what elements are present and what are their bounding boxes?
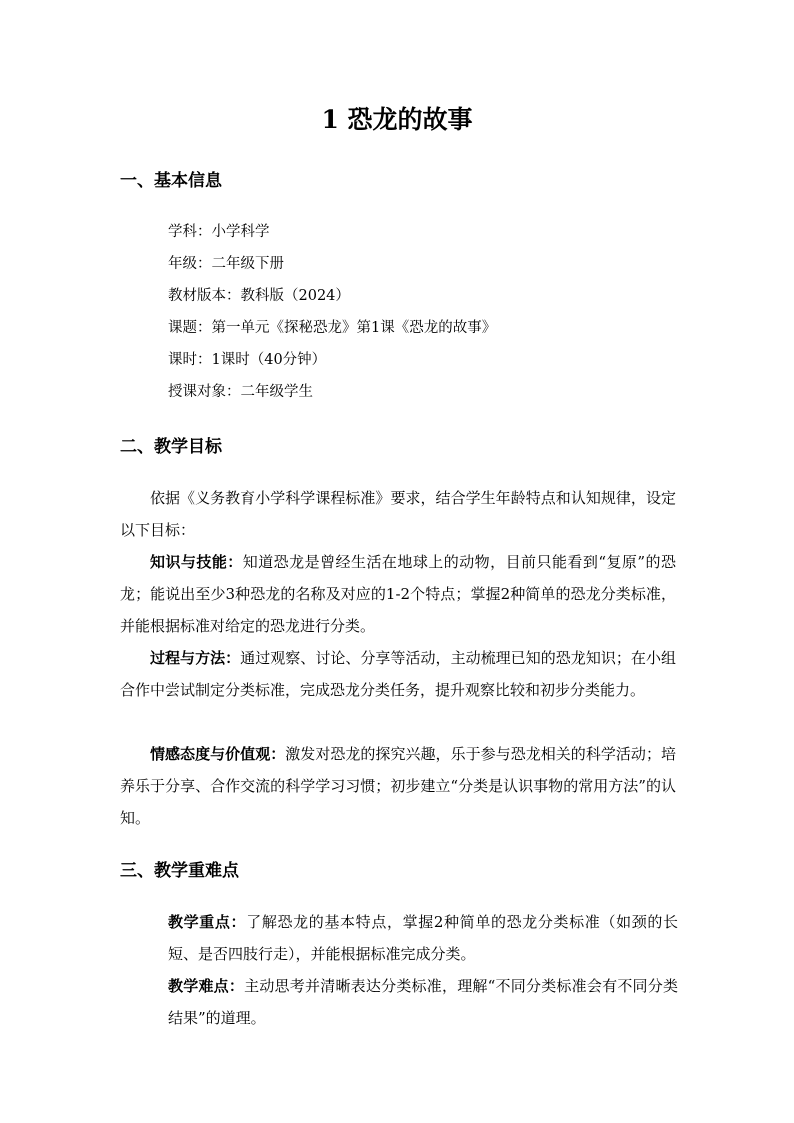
teaching-focus xyxy=(168,906,678,970)
goal-emotion-label: 情感态度与价值观： xyxy=(150,745,286,763)
section-heading-keypoints: 三、教学重难点 xyxy=(120,861,239,881)
teaching-difficulty-text: 主动思考并清晰表达分类标准，理解“不同分类标准会有不同分类结果”的道理。 xyxy=(168,977,678,1027)
teaching-focus-text: 了解恐龙的基本特点，掌握2种简单的恐龙分类标准（如颈的长短、是否四肢行走），并能根据标准完成分类。 xyxy=(168,913,678,963)
info-grade: 年级：二年级下册 xyxy=(168,256,284,272)
goal-knowledge xyxy=(120,546,676,642)
document-title: 1 恐龙的故事 xyxy=(321,105,473,134)
goal-knowledge-text: 知道恐龙是曾经生活在地球上的动物，目前只能看到“复原”的恐龙；能说出至少3种恐龙的名称及对应的1-2个特点；掌握2种简单的恐龙分类标准，并能根据标准对给定的恐龙进行分类。 xyxy=(120,553,676,635)
info-lesson-topic: 课题：第一单元《探秘恐龙》第1课《恐龙的故事》 xyxy=(168,320,497,336)
info-audience: 授课对象：二年级学生 xyxy=(168,384,313,400)
goal-process-text: 通过观察、讨论、分享等活动，主动梳理已知的恐龙知识；在小组合作中尝试制定分类标准，完成恐龙分类任务，提升观察比较和初步分类能力。 xyxy=(120,649,676,699)
goal-process xyxy=(120,642,676,706)
goal-process-label: 过程与方法： xyxy=(150,649,241,667)
info-class-hours: 课时：1课时（40分钟） xyxy=(168,352,327,368)
section-heading-goals: 二、教学目标 xyxy=(120,437,222,457)
section-heading-basic-info: 一、基本信息 xyxy=(120,171,222,191)
info-textbook-edition: 教材版本：教科版（2024） xyxy=(168,288,350,304)
teaching-difficulty xyxy=(168,970,678,1034)
goals-intro: 依据《义务教育小学科学课程标准》要求，结合学生年龄特点和认知规律，设定以下目标： xyxy=(120,489,676,539)
basic-info-list xyxy=(168,216,496,408)
teaching-focus-label: 教学重点： xyxy=(168,913,247,931)
teaching-difficulty-label: 教学难点： xyxy=(168,977,245,995)
goal-knowledge-label: 知识与技能： xyxy=(150,553,243,571)
goal-emotion-text: 激发对恐龙的探究兴趣，乐于参与恐龙相关的科学活动；培养乐于分享、合作交流的科学学习习惯；初步建立“分类是认识事物的常用方法”的认知。 xyxy=(120,745,676,827)
goal-emotion xyxy=(120,738,676,834)
info-subject: 学科：小学科学 xyxy=(168,224,270,240)
